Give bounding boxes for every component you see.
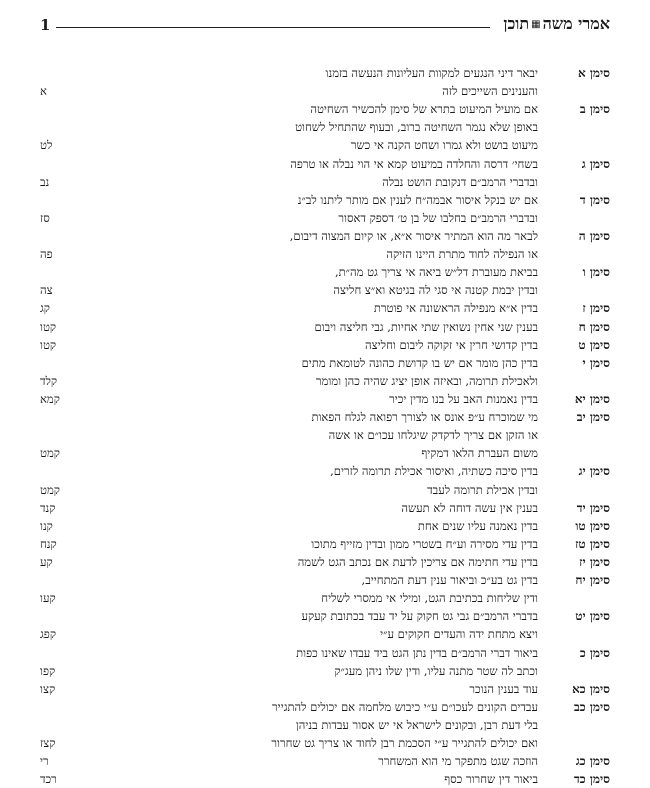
toc-entry xyxy=(40,372,610,390)
toc-entry xyxy=(40,607,610,625)
entry-description: בענין שני אחין נשואין שתי אחיות, גבי חליצה ויבום xyxy=(314,319,538,334)
siman-label: סימן ט xyxy=(578,337,610,352)
siman-label: סימן י xyxy=(582,355,610,370)
entry-page-number: קנד xyxy=(40,500,56,515)
toc-entry xyxy=(40,118,610,136)
separator-icon: ▦ xyxy=(531,19,541,30)
toc-entry xyxy=(40,209,610,227)
header-rule xyxy=(56,27,490,28)
siman-label: סימן כב xyxy=(574,699,610,714)
entry-page-number: א xyxy=(40,84,47,99)
entry-description: בשחי׳ דרסה והחלדה במיעוט קמא אי הוי נבלה או טרפה xyxy=(290,156,538,171)
entry-description: או הזקן אם צריך לדקדק שיגלחו עכו״ם או אשה xyxy=(328,428,538,443)
entry-description: בדין קדושי חרין אי זקוקה ליבום וחליצה xyxy=(365,337,538,352)
siman-label: סימן ז xyxy=(582,301,610,316)
entry-page-number: פה xyxy=(40,247,53,262)
entry-description: אם יש בנקל איסור אבמה״ח לענין אם מותר ליתנו לב״נ xyxy=(297,192,538,207)
entry-description: בדין סיכה כשתיה, ואיסור אכילת תרומה לזרים, xyxy=(330,464,538,479)
entry-page-number: קמט xyxy=(40,446,60,461)
entry-description: ודין שליחות בכתיבת הגט, ומילי אי ממסרי לשליח xyxy=(321,591,538,606)
entry-page-number: צה xyxy=(40,283,53,298)
siman-label: סימן יד xyxy=(576,500,610,515)
entry-page-number: קעו xyxy=(40,591,56,606)
entry-page-number: קמא xyxy=(40,391,60,406)
toc-entry xyxy=(40,64,610,82)
toc-entry xyxy=(40,444,610,462)
entry-description: ביאור דין שחרור כסף xyxy=(444,772,538,787)
siman-label: סימן ב xyxy=(579,102,610,117)
entry-description: ובדברי הרמב״ם דנקובת הושט נבלה xyxy=(382,174,538,189)
entry-description: ואם יכולים להתגייר ע״י הסכמת רבן לחוד או צריך גט שחרור xyxy=(271,736,538,751)
siman-label: סימן יא xyxy=(574,391,610,406)
toc-entry xyxy=(40,155,610,173)
entry-description: בדין כהן מומר אם יש בו קדושת כהונה לטומאת מתים xyxy=(301,355,538,370)
toc-entry xyxy=(40,173,610,191)
siman-label: סימן ו xyxy=(582,265,610,280)
toc-entry xyxy=(40,770,610,788)
entry-description: מיעוט בושט ולא גמרו ושחט הקנה אי כשר xyxy=(350,138,538,153)
running-title-work: אמרי משה xyxy=(542,14,610,33)
siman-label: סימן טז xyxy=(575,536,610,551)
toc-entry xyxy=(40,82,610,100)
siman-label: סימן יג xyxy=(578,464,610,479)
entry-page-number: סז xyxy=(40,210,50,225)
toc-entry xyxy=(40,191,610,209)
page-number: 1 xyxy=(40,16,51,34)
toc-entry xyxy=(40,752,610,770)
toc-entry xyxy=(40,263,610,281)
entry-description: בדין גט בע״כ וביאור ענין דעת המתחייב, xyxy=(361,573,538,588)
entry-description: עוד בענין הנוכר xyxy=(469,681,538,696)
entry-description: הוזכה שגט מתפקר מי הוא המשחרר xyxy=(378,754,538,769)
toc-entry xyxy=(40,281,610,299)
entry-description: בדברי הרמב״ם גבי גט חקוק על יד עבד בכתובת קעקע xyxy=(301,609,538,624)
entry-description: או הנפילה לחוד מתרת היינו הזיקה xyxy=(386,247,538,262)
entry-description: בביאת מעוברת דל״ש ביאה אי צריך גט מה״ת, xyxy=(334,265,538,280)
siman-label: סימן יב xyxy=(576,410,610,425)
toc-entry xyxy=(40,553,610,571)
entry-description: עבדים הקונים לעכו״ם ע״י כיבוש מלחמה אם יכולים להתגייר xyxy=(272,699,538,714)
entry-page-number: קע xyxy=(40,554,53,569)
entry-description: ובדין יבמת קטנה אי סגי לה בגיטא וא״צ חליצה xyxy=(333,283,538,298)
entry-description: בדין נאמנה עליו שנים אחת xyxy=(417,518,538,533)
entry-page-number: קפג xyxy=(40,627,56,642)
toc-entry xyxy=(40,698,610,716)
toc-entry xyxy=(40,589,610,607)
toc-entry xyxy=(40,426,610,444)
entry-page-number: קנו xyxy=(40,518,53,533)
toc-entry xyxy=(40,680,610,698)
siman-label: סימן יז xyxy=(579,554,610,569)
toc-entry xyxy=(40,517,610,535)
entry-description: בדין עדי חתימה אם צריכין לדעת אם נכתב הגט לשמה xyxy=(297,554,538,569)
siman-label: סימן ח xyxy=(578,319,610,334)
entry-description: בלי דעת רבן, ובקונים לישראל אי יש אסור עבדות בניהן xyxy=(295,717,538,732)
siman-label: סימן כ xyxy=(579,645,610,660)
entry-description: ובדברי הרמב״ם בחלבו של בן ט׳ דספק דאסור xyxy=(338,210,538,225)
toc-entry xyxy=(40,354,610,372)
entry-page-number: קמט xyxy=(40,482,60,497)
siman-label: סימן כג xyxy=(575,754,610,769)
entry-page-number: קצו xyxy=(40,681,56,696)
entry-page-number: קנח xyxy=(40,536,57,551)
toc-entry xyxy=(40,499,610,517)
entry-description: באופן שלא נגמר השחיטה ברוב, ובעוף שהתחיל לשחוט xyxy=(295,120,538,135)
table-of-contents xyxy=(40,64,610,788)
toc-entry xyxy=(40,299,610,317)
entry-description: בענין אין עשה דוחה לא תעשה xyxy=(401,500,538,515)
toc-entry xyxy=(40,408,610,426)
toc-entry xyxy=(40,390,610,408)
entry-page-number: נב xyxy=(40,174,50,189)
siman-label: סימן ד xyxy=(579,192,610,207)
page-header xyxy=(40,14,610,42)
entry-page-number: קג xyxy=(40,301,50,316)
siman-label: סימן יט xyxy=(575,609,610,624)
entry-description: ויצא מתחת ידה והעדים חקוקים ע״י xyxy=(380,627,538,642)
entry-page-number: לט xyxy=(40,138,53,153)
entry-page-number: קצז xyxy=(40,736,56,751)
toc-entry xyxy=(40,245,610,263)
siman-label: סימן יח xyxy=(575,573,610,588)
entry-description: משום העברת הלאו דמקיף xyxy=(421,446,538,461)
siman-label: סימן ה xyxy=(578,228,610,243)
entry-page-number: רכד xyxy=(40,772,57,787)
entry-description: אם מועיל המיעוט בתרא של סימן להכשיר השחיטה xyxy=(310,102,538,117)
entry-description: והענינים השייכים לזה xyxy=(442,84,538,99)
entry-description: בדין א״א מנפילה הראשונה אי פוטרת xyxy=(373,301,538,316)
entry-description: יבאר דיני הנגעים למקוות העליונות הנעשה בזמנו xyxy=(325,66,538,80)
siman-label: סימן כא xyxy=(572,681,610,696)
toc-entry xyxy=(40,227,610,245)
entry-description: ובדין אכילת תרומה לעבד xyxy=(427,482,538,497)
entry-description: בדין נאמנות האב על בנו מדין יכיר xyxy=(389,391,538,406)
toc-entry xyxy=(40,535,610,553)
toc-entry xyxy=(40,100,610,118)
entry-description: ולאכילת תרומה, ובאיזה אופן יציג שהיה כהן ומומר xyxy=(315,373,538,388)
siman-label: סימן א xyxy=(577,66,610,80)
entry-page-number: קטו xyxy=(40,319,57,334)
running-title-section: תוכן xyxy=(503,14,530,33)
toc-entry xyxy=(40,136,610,154)
siman-label: סימן ג xyxy=(581,156,610,171)
entry-description: וכתב לה שטר מתנה עליו, ודין שלו ניהן מעג״ק xyxy=(334,663,538,678)
entry-description: מי שמוכרח ע״פ אונס או לצורך רפואה לגלח הפאות xyxy=(311,410,538,425)
toc-entry xyxy=(40,644,610,662)
entry-description: בדין עדי מסירה וע״ח בשטרי ממון ובדין מזייף מתוכו xyxy=(311,536,538,551)
toc-entry xyxy=(40,336,610,354)
toc-entry xyxy=(40,662,610,680)
entry-page-number: קטו xyxy=(40,337,57,352)
toc-entry xyxy=(40,318,610,336)
entry-page-number: קפו xyxy=(40,663,56,678)
toc-entry xyxy=(40,462,610,480)
toc-entry xyxy=(40,625,610,643)
siman-label: סימן טו xyxy=(575,518,610,533)
toc-entry xyxy=(40,734,610,752)
entry-description: לבאר מה הוא המתיר איסור א״א, או קיום המצוה דיבום, xyxy=(289,228,538,243)
running-title xyxy=(503,14,610,34)
siman-label: סימן כד xyxy=(574,772,610,787)
toc-entry xyxy=(40,716,610,734)
entry-page-number: קלד xyxy=(40,373,58,388)
toc-entry xyxy=(40,481,610,499)
entry-description: ביאור דברי הרמב״ם בדין נתן הגט ביד עבדו שאינו כפות xyxy=(296,645,538,660)
toc-entry xyxy=(40,571,610,589)
entry-page-number: רי xyxy=(40,754,49,769)
